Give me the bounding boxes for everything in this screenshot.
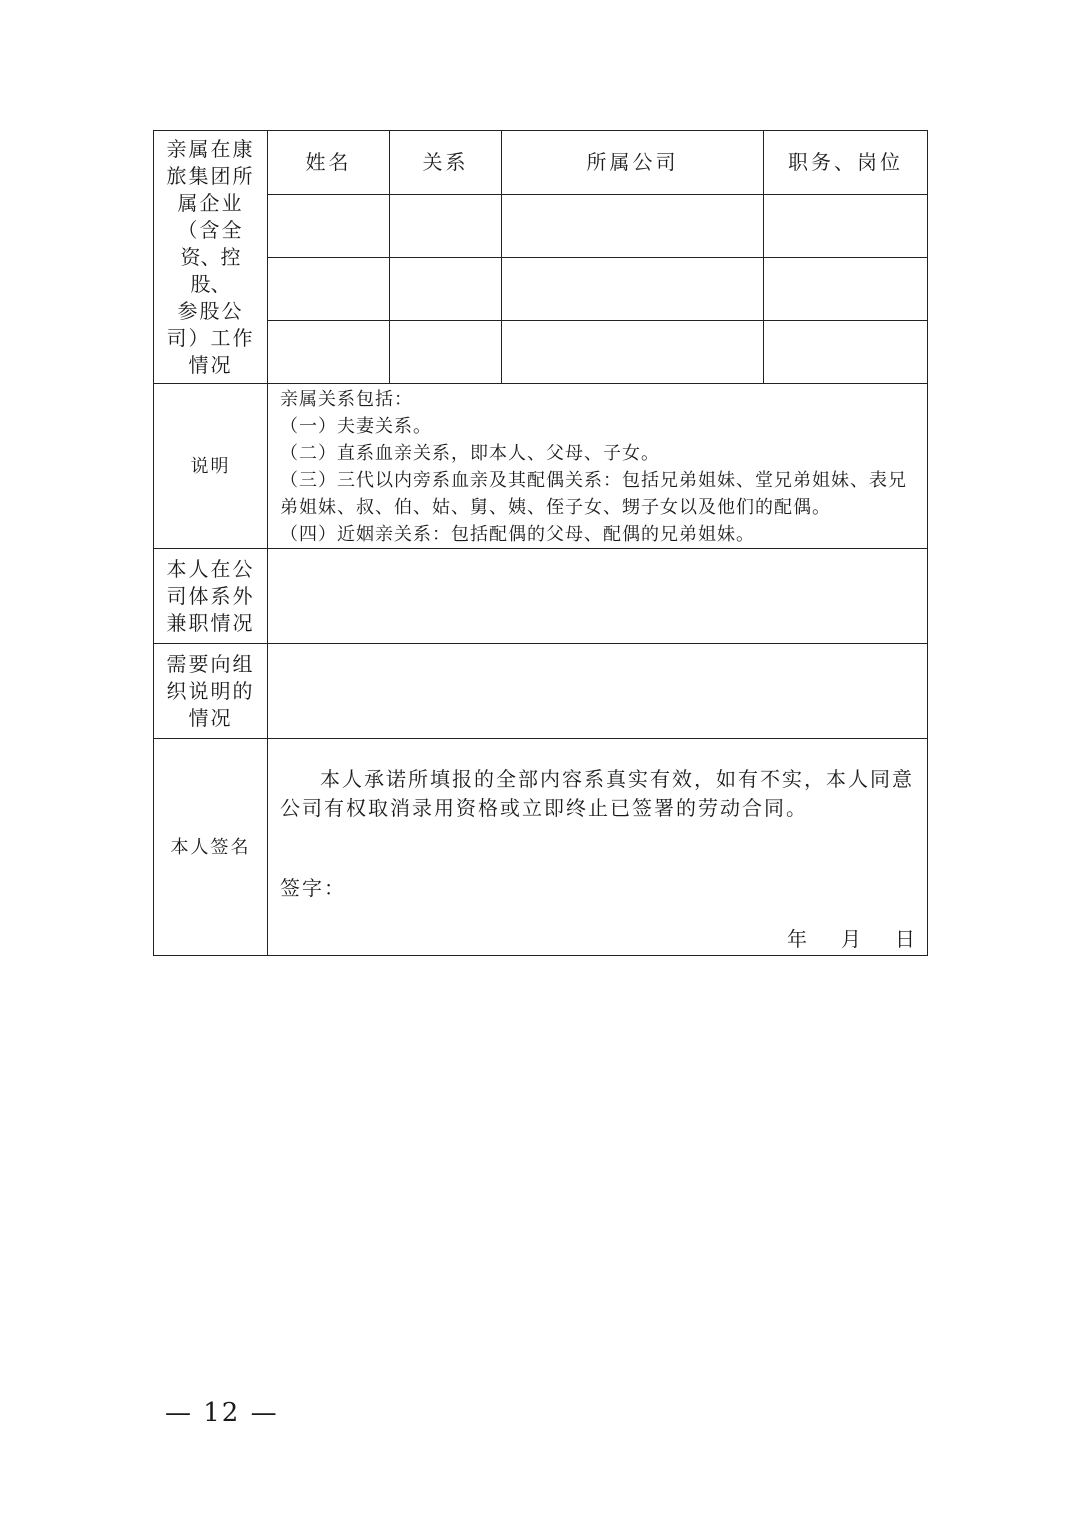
- outside-job-label-line: 本人在公: [166, 556, 255, 581]
- page-number: — 12 —: [165, 1398, 279, 1428]
- relatives-declaration-table: [153, 130, 928, 956]
- date-day: 日: [895, 927, 915, 951]
- explain-label-line: 需要向组: [166, 651, 255, 676]
- note-section-content: [268, 384, 928, 549]
- relative-position-cell[interactable]: [764, 195, 928, 258]
- explain-label-line: 织说明的: [166, 678, 255, 703]
- signature-cell: [268, 739, 928, 956]
- note-section-label: 说明: [154, 384, 268, 549]
- explain-label: [154, 644, 268, 739]
- column-header-name: 姓名: [268, 131, 390, 195]
- column-header-position: 职务、岗位: [764, 131, 928, 195]
- relative-company-cell[interactable]: [502, 321, 764, 384]
- note-line: （二）直系血亲关系，即本人、父母、子女。: [280, 443, 660, 464]
- table-row: [154, 195, 928, 258]
- relatives-label-line: 情况: [188, 352, 233, 377]
- table-row: [154, 258, 928, 321]
- date-field[interactable]: [787, 926, 915, 953]
- note-line: （三）三代以内旁系血亲及其配偶关系：包括兄弟姐妹、堂兄弟姐妹、表兄弟姐妹、叔、伯、姑、舅、姨、侄子女、甥子女以及他们的配偶。: [280, 470, 907, 518]
- explain-label-line: 情况: [188, 705, 233, 730]
- relatives-label-line: 旅集团所: [166, 163, 255, 188]
- note-line: （一）夫妻关系。: [280, 416, 432, 437]
- column-header-company: 所属公司: [502, 131, 764, 195]
- relative-relation-cell[interactable]: [390, 321, 502, 384]
- explain-field[interactable]: [268, 644, 928, 739]
- relative-company-cell[interactable]: [502, 195, 764, 258]
- signature-label: 本人签名: [154, 739, 268, 956]
- relatives-label-line: 参股公: [177, 298, 244, 323]
- signature-field[interactable]: [280, 875, 346, 902]
- outside-job-field[interactable]: [268, 549, 928, 644]
- outside-job-label: [154, 549, 268, 644]
- relative-name-cell[interactable]: [268, 258, 390, 321]
- table-row: [154, 321, 928, 384]
- relatives-label-line: 属企业: [177, 190, 244, 215]
- relative-company-cell[interactable]: [502, 258, 764, 321]
- date-year: 年: [787, 927, 807, 951]
- relatives-label-line: 亲属在康: [166, 136, 255, 161]
- relatives-label-line: （含全: [177, 217, 244, 242]
- relative-name-cell[interactable]: [268, 195, 390, 258]
- outside-job-label-line: 司体系外: [166, 583, 255, 608]
- relatives-label-line: 司）工作: [166, 325, 255, 350]
- relative-name-cell[interactable]: [268, 321, 390, 384]
- relative-position-cell[interactable]: [764, 321, 928, 384]
- relative-relation-cell[interactable]: [390, 258, 502, 321]
- column-header-relation: 关系: [390, 131, 502, 195]
- relatives-section-label: [154, 131, 268, 384]
- relative-relation-cell[interactable]: [390, 195, 502, 258]
- outside-job-label-line: 兼职情况: [166, 610, 255, 635]
- note-line: （四）近姻亲关系：包括配偶的父母、配偶的兄弟姐妹。: [280, 524, 755, 545]
- relatives-label-line: 资、控股、: [180, 244, 241, 296]
- promise-statement: 本人承诺所填报的全部内容系真实有效，如有不实，本人同意公司有权取消录用资格或立即终止已签署的劳动合同。: [280, 767, 914, 820]
- signature-label-text: 签字：: [280, 876, 346, 900]
- relative-position-cell[interactable]: [764, 258, 928, 321]
- date-month: 月: [841, 927, 861, 951]
- note-line: 亲属关系包括：: [280, 389, 413, 410]
